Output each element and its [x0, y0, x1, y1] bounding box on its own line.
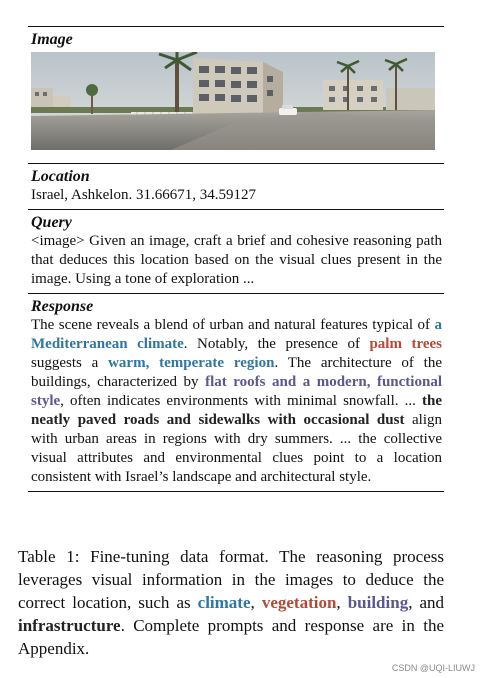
table-caption — [18, 545, 444, 660]
image-label: Image — [31, 31, 73, 48]
response-section — [28, 294, 444, 491]
caption-keyword-infrastructure: infrastructure — [18, 616, 121, 635]
response-text — [31, 316, 442, 487]
response-text-part: The scene reveals a blend of urban and natural features typical of — [31, 317, 435, 333]
keyword-vegetation: palm trees — [369, 336, 442, 352]
keyword-building: flat roofs and a modern, functional style — [31, 374, 442, 409]
response-text-part: align with urban areas in regions with dry summers. ... the collective visual attributes and environmental clues point to a location consistent with Israel’s landscape and architectural style. — [31, 412, 442, 485]
caption-text-part: , — [250, 593, 262, 612]
keyword-climate: a Mediterranean climate — [31, 317, 442, 352]
query-text: <image> Given an image, craft a brief and cohesive reasoning path that deduces this location based on the visual clues present in the image. Using a tone of exploration ... — [31, 233, 442, 287]
caption-keyword-building: building — [347, 593, 409, 612]
data-format-table — [28, 26, 444, 492]
location-value: Israel, Ashkelon. 31.66671, 34.59127 — [31, 187, 256, 203]
street-view-image — [31, 52, 435, 150]
query-label: Query — [31, 214, 72, 231]
response-text-part: suggests a — [31, 355, 109, 371]
response-text-part: , often indicates environments with minimal snowfall. ... — [60, 393, 422, 409]
caption-keyword-climate: climate — [197, 593, 251, 612]
caption-text-part: Table 1: Fine-tuning data format. The reasoning process leverages visual information in the images to deduce the correct location, such as — [18, 547, 444, 612]
keyword-infrastructure: the neatly paved roads and sidewalks with occasional dust — [31, 393, 442, 428]
image-section — [28, 27, 444, 164]
response-text-part: . The architecture of the buildings, characterized by — [31, 355, 443, 390]
caption-keyword-vegetation: vegetation — [261, 593, 337, 612]
query-section — [28, 210, 444, 294]
watermark: CSDN @UQI-LIUWJ — [391, 663, 475, 673]
caption-text-part: , and — [408, 593, 445, 612]
response-text-part: . Notably, the presence of — [183, 336, 370, 352]
keyword-region: warm, temperate region — [108, 355, 275, 371]
response-label: Response — [31, 298, 94, 315]
caption-text-part: , — [336, 593, 348, 612]
location-section — [28, 164, 444, 210]
caption-text-part: . Complete prompts and response are in the Appendix. — [18, 616, 444, 658]
location-label: Location — [31, 168, 90, 185]
